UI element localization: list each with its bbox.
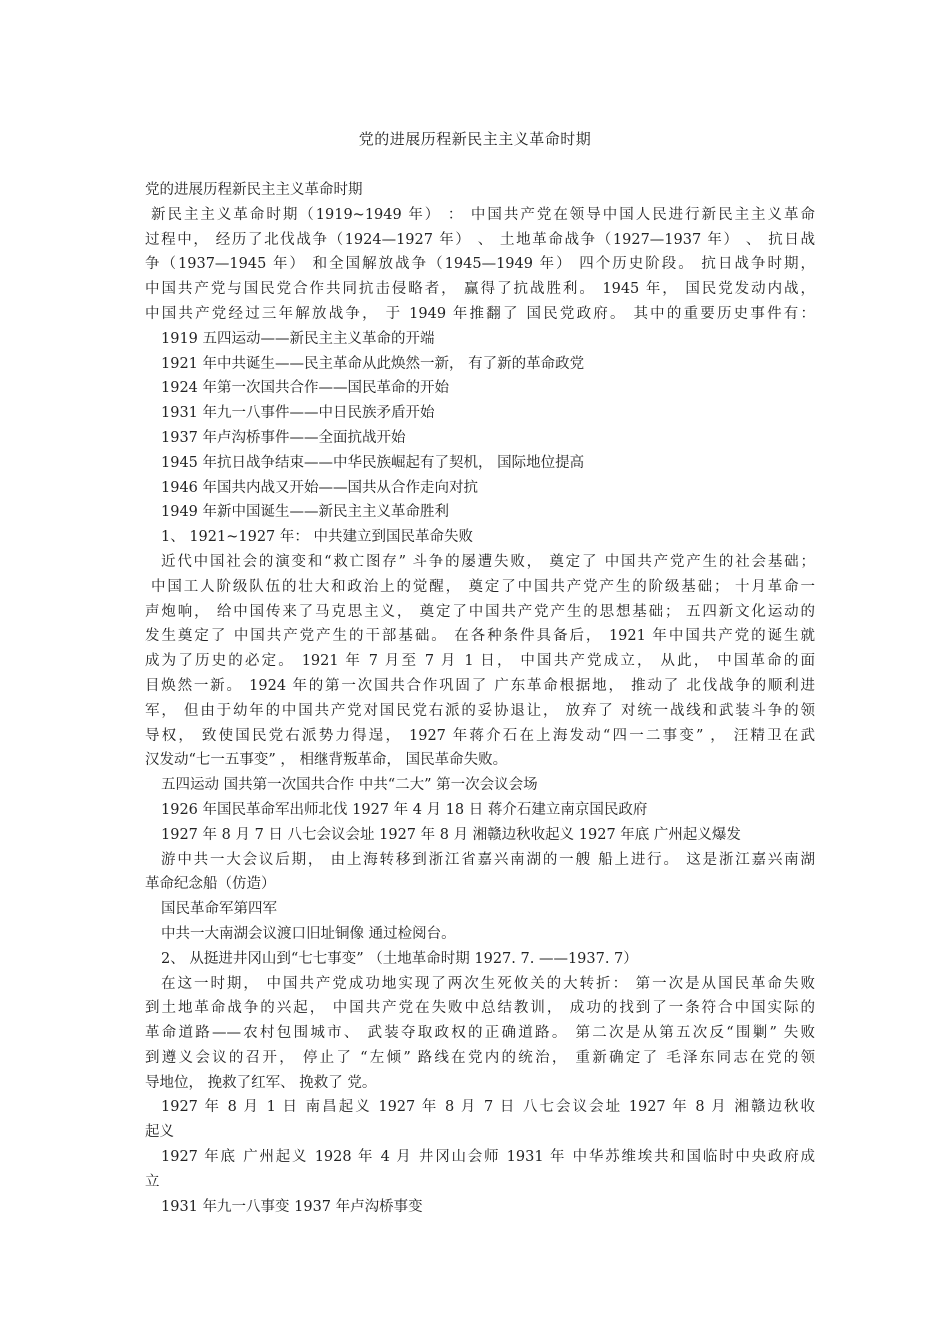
- document-body: [145, 178, 815, 1219]
- paragraph-line: 争（1937—1945 年） 和全国解放战争（1945—1949 年） 四个历史阶段。 抗日战争时期，: [145, 256, 815, 273]
- paragraph-line: 中国共产党与国民党合作共同抗击侵略者， 赢得了抗战胜利。 1945 年， 国民党发动内战，: [145, 281, 815, 298]
- caption-line: 1926 年国民革命军出师北伐 1927 年 4 月 18 日 蒋介石建立南京国民政府: [161, 801, 648, 818]
- event-line: 1949 年新中国诞生——新民主主义革命胜利: [161, 504, 450, 521]
- paragraph-line: 声炮响， 给中国传来了马克思主义， 奠定了中国共产党产生的思想基础； 五四新文化运动的: [145, 603, 815, 620]
- paragraph-line: 革命纪念船（仿造）: [145, 876, 276, 893]
- paragraph-line: 在这一时期， 中国共产党成功地实现了两次生死攸关的大转折： 第一次是从国民革命失败: [161, 975, 815, 992]
- paragraph-line: 过程中， 经历了北伐战争（1924—1927 年） 、 土地革命战争（1927—1937 年） 、 抗日战: [145, 231, 815, 248]
- event-line: 1924 年第一次国共合作——国民革命的开始: [161, 380, 450, 397]
- paragraph-line: 汉发动“七一五事变” ， 相继背叛革命， 国民革命失败。: [145, 752, 508, 769]
- paragraph-line: 成为了历史的必定。 1921 年 7 月至 7 月 1 日， 中国共产党成立， 从此， 中国革命的面: [145, 653, 815, 670]
- caption-line: 五四运动 国共第一次国共合作 中共“二大” 第一次会议会场: [161, 777, 538, 794]
- paragraph-line: 目焕然一新。 1924 年的第一次国共合作巩固了 广东革命根据地， 推动了 北伐战争的顺利进: [145, 677, 815, 694]
- paragraph-line: 游中共一大会议后期， 由上海转移到浙江省嘉兴南湖的一艘 船上进行。 这是浙江嘉兴南湖: [161, 851, 815, 868]
- paragraph-line: 到土地革命战争的兴起， 中国共产党在失败中总结教训， 成功的找到了一条符合中国实际的: [145, 1000, 815, 1017]
- event-line: 1937 年卢沟桥事件——全面抗战开始: [161, 429, 406, 446]
- document-title: 党的进展历程新民主主义革命时期: [358, 130, 592, 148]
- paragraph-line: 革命道路——农村包围城市、 武装夺取政权的正确道路。 第二次是从第五次反“围剿” 失败: [145, 1025, 815, 1042]
- paragraph-line: 导地位， 挽救了红军、 挽救了 党。: [145, 1074, 377, 1091]
- paragraph-line: 军， 但由于幼年的中国共产党对国民党右派的妥协退让， 放弃了 对统一战线和武装斗争的领: [145, 702, 815, 719]
- paragraph-line: 新民主主义革命时期（1919~1949 年） ： 中国共产党在领导中国人民进行新民主主义革命: [151, 206, 815, 223]
- section-heading: 2、 从挺进井冈山到“七七事变” （土地革命时期 1927. 7. ——1937. 7）: [161, 950, 638, 967]
- paragraph-line: 发生奠定了 中国共产党产生的干部基础。 在各种条件具备后， 1921 年中国共产党的诞生就: [145, 628, 815, 645]
- body-heading: 党的进展历程新民主主义革命时期: [145, 182, 363, 198]
- event-line: 1931 年九一八事件——中日民族矛盾开始: [161, 405, 435, 422]
- section-heading: 1、 1921~1927 年： 中共建立到国民革命失败: [161, 529, 474, 546]
- paragraph-line: 中国共产党经过三年解放战争， 于 1949 年推翻了 国民党政府。 其中的重要历史事件有：: [145, 305, 815, 322]
- caption-line: 1927 年 8 月 7 日 八七会议会址 1927 年 8 月 湘赣边秋收起义 1927 年底 广州起义爆发: [161, 826, 741, 843]
- caption-line: 起义: [145, 1124, 174, 1141]
- caption-line: 1931 年九一八事变 1937 年卢沟桥事变: [161, 1198, 423, 1215]
- caption-line: 立: [145, 1173, 160, 1190]
- paragraph-line: 近代中国社会的演变和“救亡图存” 斗争的屡遭失败， 奠定了 中国共产党产生的社会基础；: [161, 553, 815, 570]
- caption-line: 1927 年底 广州起义 1928 年 4 月 井冈山会师 1931 年 中华苏维埃共和国临时中央政府成: [161, 1149, 815, 1166]
- caption-line: 国民革命军第四军: [161, 901, 277, 918]
- event-line: 1946 年国共内战又开始——国共从合作走向对抗: [161, 479, 479, 496]
- event-line: 1921 年中共诞生——民主革命从此焕然一新， 有了新的革命政党: [161, 355, 585, 372]
- caption-line: 1927 年 8 月 1 日 南昌起义 1927 年 8 月 7 日 八七会议会址 1927 年 8 月 湘赣边秋收: [161, 1099, 815, 1116]
- paragraph-line: 导权， 致使国民党右派势力得逞， 1927 年蒋介石在上海发动“四一二事变” ， 汪精卫在武: [145, 727, 815, 744]
- event-line: 1919 五四运动——新民主主义革命的开端: [161, 330, 435, 347]
- paragraph-line: 中国工人阶级队伍的壮大和政治上的觉醒， 奠定了中国共产党产生的阶级基础； 十月革命一: [151, 578, 815, 595]
- caption-line: 中共一大南湖会议渡口旧址铜像 通过检阅台。: [161, 925, 456, 942]
- paragraph-line: 到遵义会议的召开， 停止了 “左倾” 路线在党内的统治， 重新确定了 毛泽东同志在党的领: [145, 1049, 815, 1066]
- event-line: 1945 年抗日战争结束——中华民族崛起有了契机， 国际地位提高: [161, 454, 585, 471]
